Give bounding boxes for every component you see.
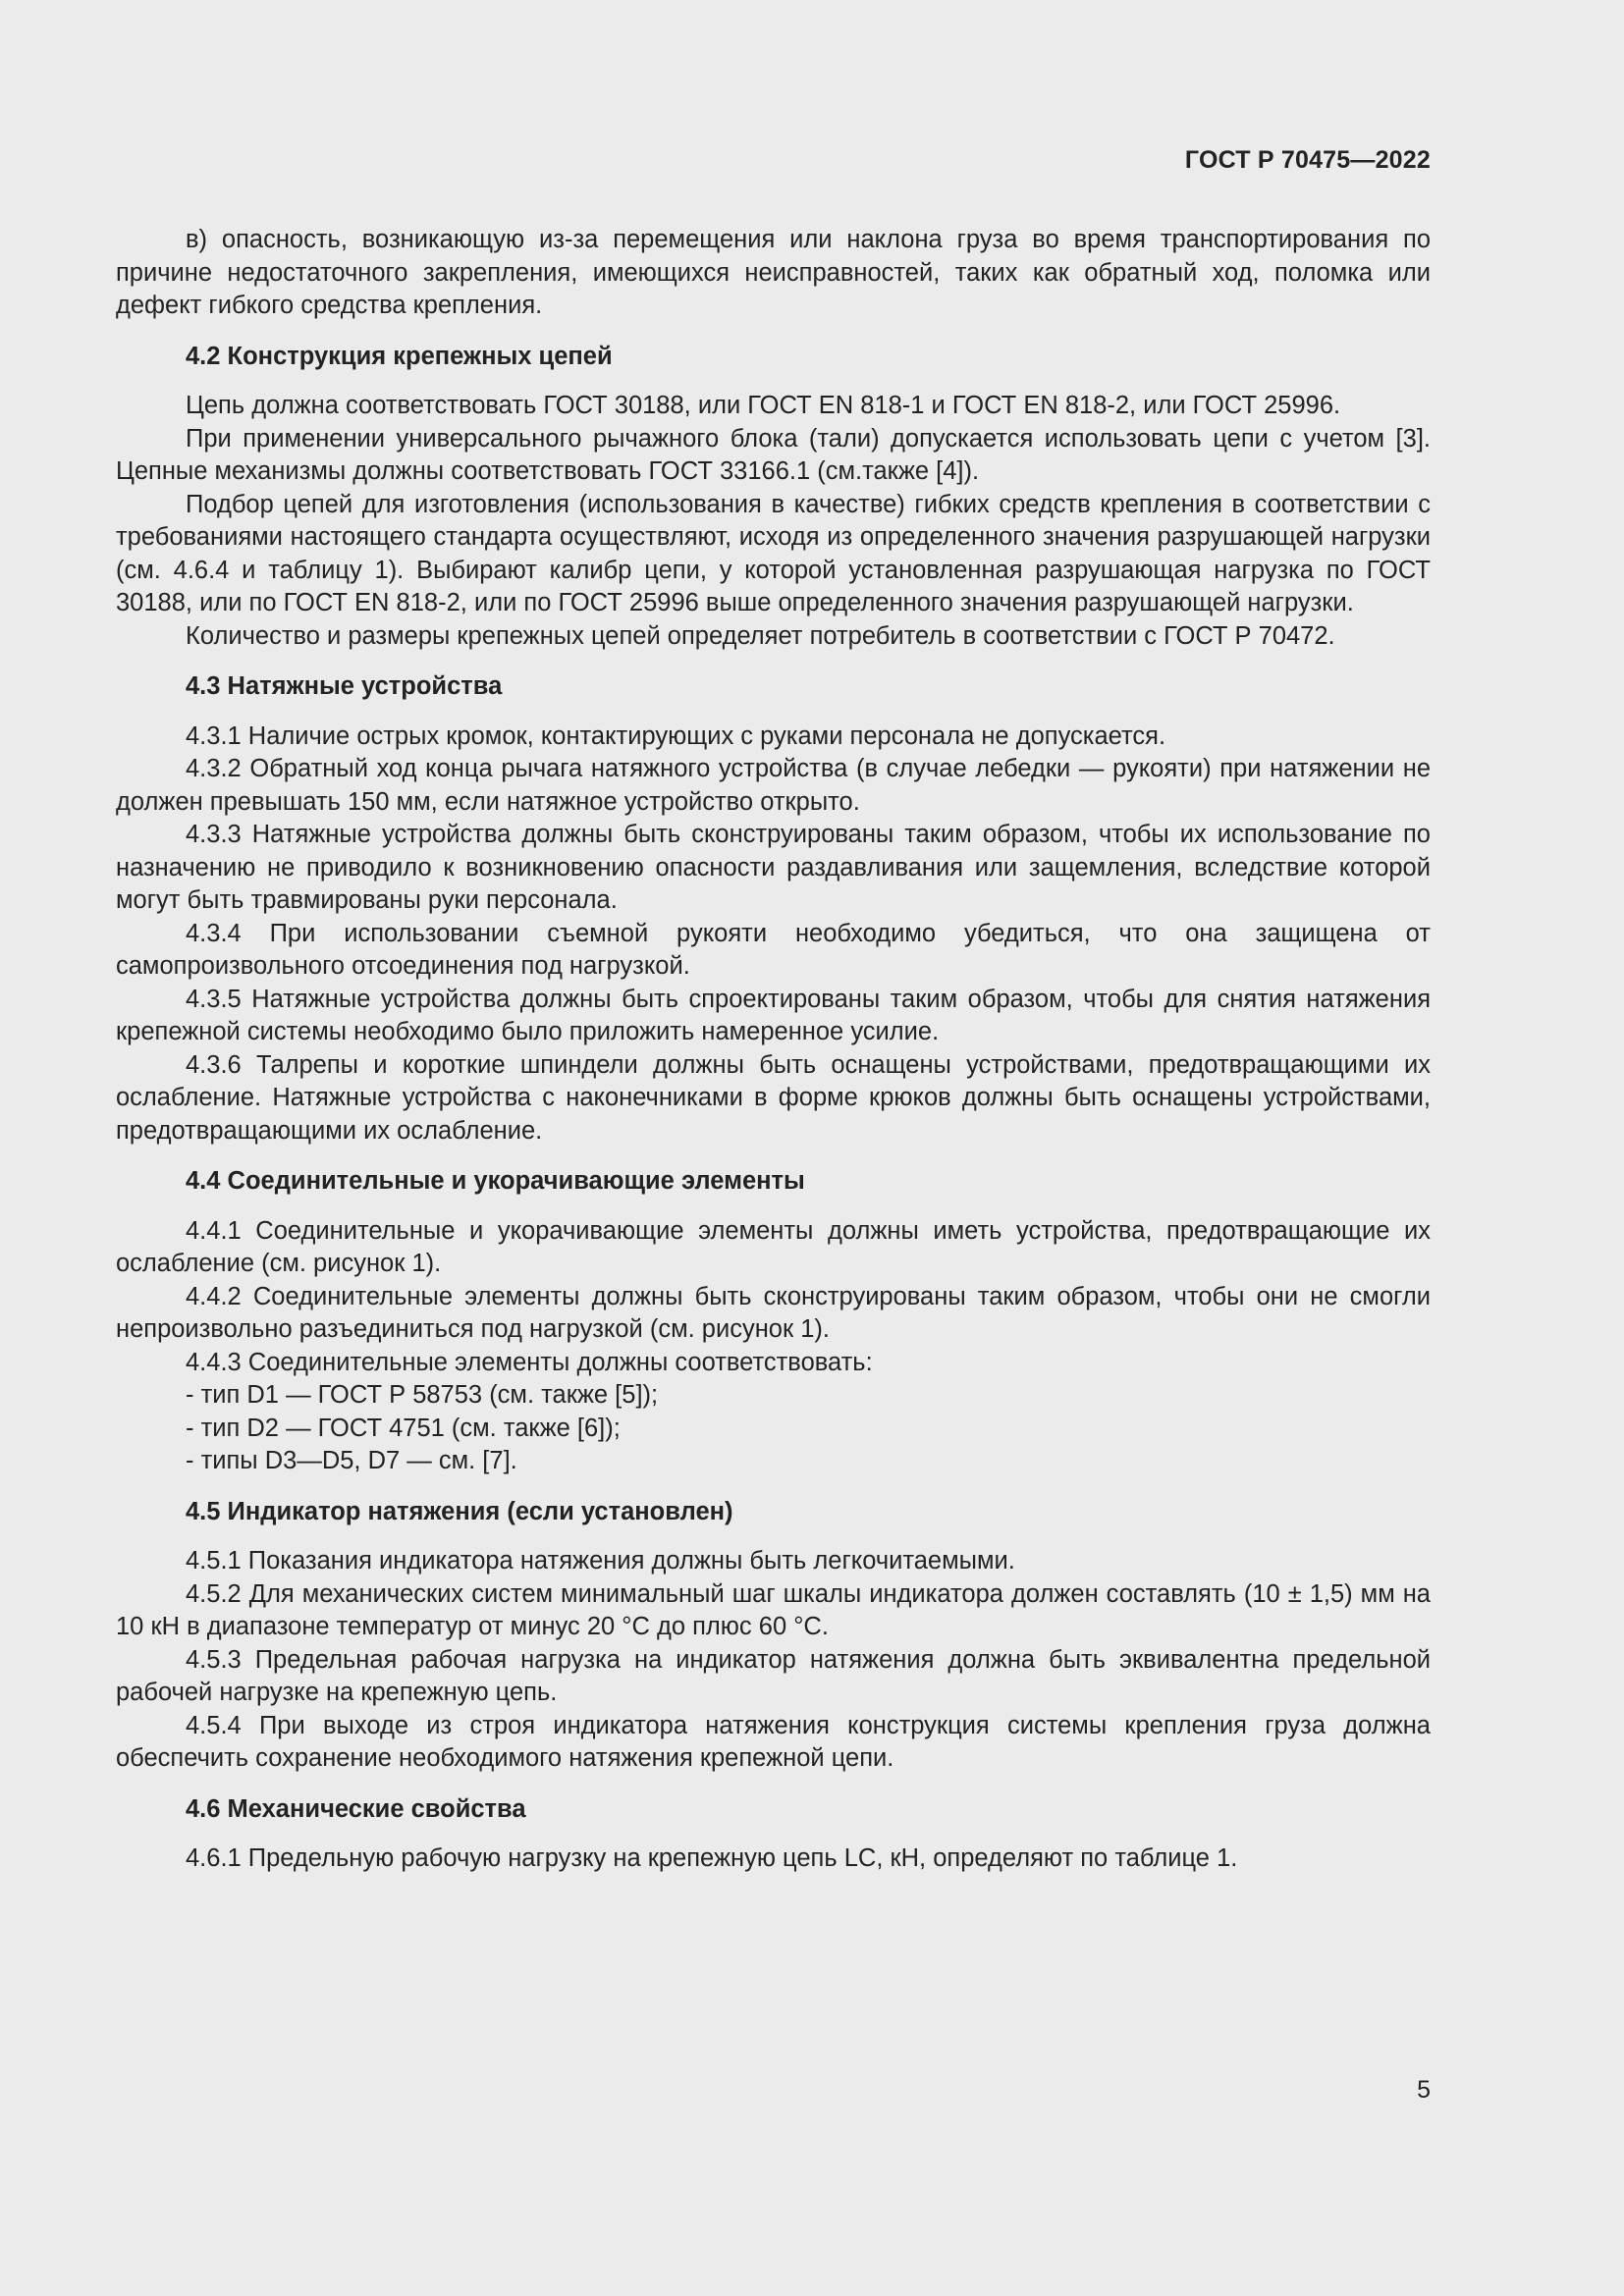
paragraph-4-2-d: Количество и размеры крепежных цепей определяет потребитель в соответствии с ГОСТ Р 70472. [186, 621, 1335, 650]
paragraph-4-2-a: Цепь должна соответствовать ГОСТ 30188, или ГОСТ EN 818-1 и ГОСТ EN 818-2, или ГОСТ 25996. [186, 392, 1341, 419]
list-item: - тип D2 — ГОСТ 4751 (см. также [6]); [186, 1414, 621, 1442]
paragraph-4-3-4: 4.3.4 При использовании съемной рукояти необходимо убедиться, что она защищена от самопроизвольного отсоединения под нагрузкой. [116, 919, 1431, 980]
paragraph-4-4-2: 4.4.2 Соединительные элементы должны быть сконструированы таким образом, чтобы они не смогли непроизвольно разъединиться под нагрузкой (см. рисунок 1). [116, 1282, 1431, 1343]
section-heading-4-6: 4.6 Механические свойства [186, 1794, 526, 1823]
paragraph-4-3-1: 4.3.1 Наличие острых кромок, контактирующих с руками персонала не допускается. [186, 721, 1166, 750]
page-number: 5 [1417, 2076, 1431, 2104]
list-item: - тип D1 — ГОСТ Р 58753 (см. также [5]); [186, 1381, 659, 1409]
paragraph-4-5-2: 4.5.2 Для механических систем минимальный шаг шкалы индикатора должен составлять (10 ± 1,5) мм на 10 кН в диапазоне температур от минус 20 °С до плюс 60 °С. [116, 1579, 1431, 1640]
paragraph-4-2-b: При применении универсального рычажного блока (тали) допускается использовать цепи с учетом [3]. Цепные механизмы должны соответствовать ГОСТ 33166.1 (см.также [4]). [116, 424, 1431, 485]
paragraph-4-5-1: 4.5.1 Показания индикатора натяжения должны быть легкочитаемыми. [186, 1547, 1015, 1575]
paragraph-4-3-2: 4.3.2 Обратный ход конца рычага натяжного устройства (в случае лебедки — рукояти) при натяжении не должен превышать 150 мм, если натяжное устройство открыто. [116, 755, 1431, 816]
paragraph-4-5-4: 4.5.4 При выходе из строя индикатора натяжения конструкция системы крепления груза должна обеспечить сохранение необходимого натяжения крепежной цепи. [116, 1711, 1431, 1772]
section-heading-4-5: 4.5 Индикатор натяжения (если установлен) [186, 1497, 733, 1525]
paragraph-4-4-3: 4.4.3 Соединительные элементы должны соответствовать: [186, 1348, 873, 1376]
paragraph-4-3-3: 4.3.3 Натяжные устройства должны быть сконструированы таким образом, чтобы их использование по назначению не приводило к возникновению опасности раздавливания или защемления, вследствие которой могут быть травмированы руки персонала. [116, 821, 1431, 914]
paragraph-4-3-5: 4.3.5 Натяжные устройства должны быть спроектированы таким образом, чтобы для снятия натяжения крепежной системы необходимо было приложить намеренное усилие. [116, 985, 1431, 1045]
document-body [116, 224, 1431, 1876]
paragraph-4-5-3: 4.5.3 Предельная рабочая нагрузка на индикатор натяжения должна быть эквивалентна предельной рабочей нагрузке на крепежную цепь. [116, 1645, 1431, 1706]
list-item: - типы D3—D5, D7 — см. [7]. [186, 1447, 517, 1474]
section-heading-4-3: 4.3 Натяжные устройства [186, 672, 503, 700]
paragraph-4-4-1: 4.4.1 Соединительные и укорачивающие элементы должны иметь устройства, предотвращающие их ослабление (см. рисунок 1). [116, 1216, 1431, 1277]
document-header: ГОСТ Р 70475—2022 [1184, 146, 1431, 174]
paragraph-4-6-1: 4.6.1 Предельную рабочую нагрузку на крепежную цепь LC, кН, определяют по таблице 1. [186, 1844, 1238, 1872]
paragraph-4-2-c: Подбор цепей для изготовления (использования в качестве) гибких средств крепления в соответствии с требованиями настоящего стандарта осуществляют, исходя из определенного значения разрушающей нагрузки (см. 4.6.4 и таблицу 1). Выбирают калибр цепи, у которой установленная разрушающая нагрузка по ГОСТ 30188, или по ГОСТ EN 818-2, или по ГОСТ 25996 выше определенного значения разрушающей нагрузки. [116, 490, 1431, 616]
section-heading-4-4: 4.4 Соединительные и укорачивающие элементы [186, 1167, 805, 1195]
section-heading-4-2: 4.2 Конструкция крепежных цепей [186, 342, 613, 370]
paragraph-v: в) опасность, возникающую из-за перемещения или наклона груза во время транспортирования по причине недостаточного закрепления, имеющихся неисправностей, таких как обратный ход, поломка или дефект гибкого средства крепления. [116, 226, 1431, 319]
paragraph-4-3-6: 4.3.6 Талрепы и короткие шпиндели должны быть оснащены устройствами, предотвращающими их ослабление. Натяжные устройства с наконечниками в форме крюков должны быть оснащены устройствами, предотвращающими их ослабление. [116, 1050, 1431, 1145]
